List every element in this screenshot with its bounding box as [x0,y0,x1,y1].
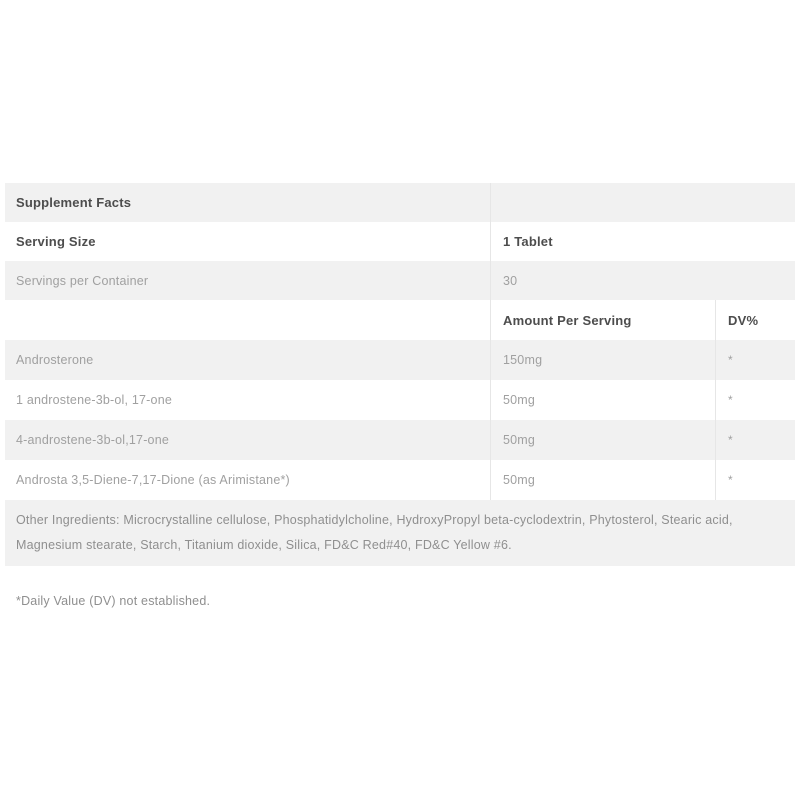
ingredient-dv-cell [715,380,795,420]
serving-size-value-cell [490,222,715,261]
servings-value-cell [490,261,715,300]
ingredient-name: 4-androstene-3b-ol,17-one [16,433,170,447]
table-row [5,460,795,500]
title-row-spacer-dv [715,183,795,222]
ingredient-name-cell [5,380,490,420]
serving-size-label-cell [5,222,490,261]
servings-per-container-row [5,261,795,300]
title-row-spacer-amount [490,183,715,222]
column-header-amount-cell [490,300,715,340]
ingredient-name: Androsta 3,5-Diene-7,17-Dione (as Arimistane*) [16,473,290,487]
ingredient-name-cell [5,420,490,460]
ingredient-amount-cell [490,380,715,420]
table-row [5,420,795,460]
ingredient-dv-cell [715,420,795,460]
ingredient-dv: * [728,433,733,447]
ingredient-name: Androsterone [16,353,94,367]
other-ingredients-block [5,500,795,566]
servings-value: 30 [503,273,518,288]
column-header-empty-cell [5,300,490,340]
ingredient-name-cell [5,460,490,500]
dv-header: DV% [728,312,759,328]
ingredient-dv-cell [715,340,795,380]
ingredient-amount: 50mg [503,473,536,487]
serving-size-label: Serving Size [16,234,96,249]
ingredient-amount-cell [490,340,715,380]
servings-label-cell [5,261,490,300]
ingredient-amount: 50mg [503,433,536,447]
title-row [5,183,795,222]
daily-value-footnote: *Daily Value (DV) not established. [16,594,211,608]
other-ingredients-text: Other Ingredients: Microcrystalline cellulose, Phosphatidylcholine, HydroxyPropyl beta-cyclodextrin, Phytosterol, Stearic acid, Magnesium stearate, Starch, Titanium dioxide, Silica, FD&C Red#40, FD&C Yellow #6. [16,513,733,552]
serving-size-spacer [715,222,795,261]
column-header-dv-cell [715,300,795,340]
panel-title: Supplement Facts [16,195,132,210]
ingredient-amount-cell [490,460,715,500]
ingredient-dv: * [728,393,733,407]
ingredient-dv-cell [715,460,795,500]
ingredient-amount: 150mg [503,353,543,367]
amount-per-serving-header: Amount Per Serving [503,312,632,328]
title-cell [5,183,490,222]
column-header-row [5,300,795,340]
serving-size-row [5,222,795,261]
ingredient-name: 1 androstene-3b-ol, 17-one [16,393,172,407]
table-row [5,380,795,420]
supplement-facts-panel [5,183,795,608]
servings-label: Servings per Container [16,273,149,288]
table-row [5,340,795,380]
ingredient-amount: 50mg [503,393,536,407]
ingredient-name-cell [5,340,490,380]
ingredient-amount-cell [490,420,715,460]
servings-spacer [715,261,795,300]
ingredient-dv: * [728,473,733,487]
serving-size-value: 1 Tablet [503,234,553,249]
ingredient-dv: * [728,353,733,367]
